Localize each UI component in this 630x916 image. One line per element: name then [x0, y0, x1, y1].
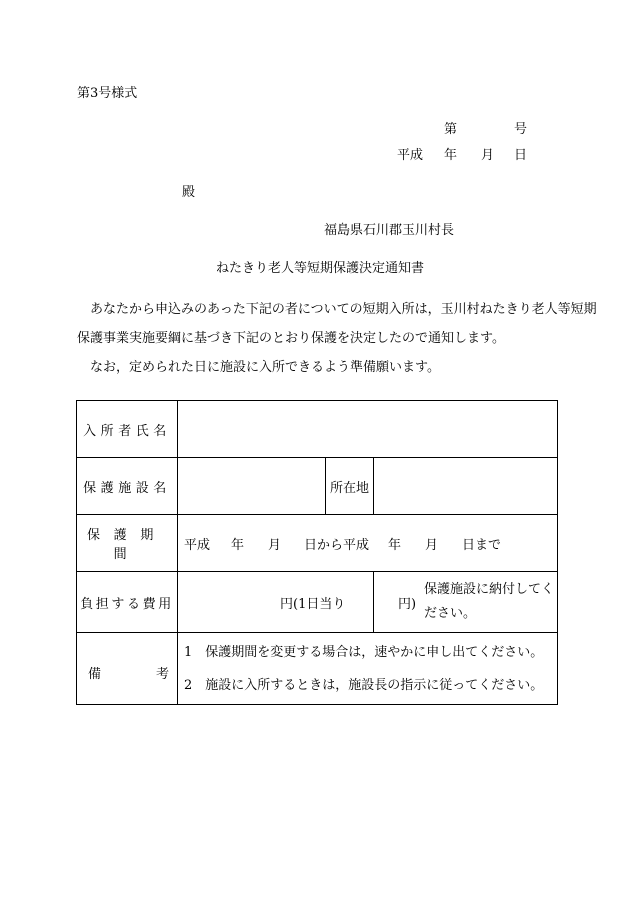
- remark-item-2: 2 施設に入所するときは，施設長の指示に従ってください。: [184, 677, 544, 693]
- period-year1: 年: [231, 537, 245, 553]
- form-number: 第3号様式: [77, 86, 138, 101]
- cost-yen-close: 円): [398, 596, 417, 612]
- remarks-label-left: 備: [88, 667, 102, 682]
- location-label: 所在地: [329, 480, 369, 496]
- payment-note-line2: ださい。: [424, 606, 477, 621]
- name-label: 入所者氏名: [83, 423, 171, 439]
- remarks-label-right: 考: [156, 667, 170, 682]
- cost-label-cell: [77, 572, 178, 633]
- date-month: 月: [481, 148, 495, 163]
- row-facility: [77, 458, 558, 515]
- period-month2: 月: [425, 537, 439, 553]
- period-label: 保護期間: [87, 528, 167, 562]
- payment-note-line1: 保護施設に納付してく: [424, 582, 555, 597]
- period-value-cell: [178, 515, 558, 572]
- body-para2: なお，定められた日に施設に入所できるよう準備願います。: [90, 360, 440, 375]
- doc-number-go: 号: [514, 122, 528, 137]
- body-para1-line2: 保護事業実施要綱に基づき下記のとおり保護を決定したので通知します。: [77, 331, 505, 346]
- remarks-label-cell: [77, 633, 178, 705]
- issuer: 福島県石川郡玉川村長: [324, 223, 455, 238]
- row-cost: [77, 572, 558, 633]
- period-year2: 年: [388, 537, 402, 553]
- date-year: 年: [444, 148, 458, 163]
- date-day: 日: [514, 148, 528, 163]
- document-title: ねたきり老人等短期保護決定通知書: [216, 261, 425, 276]
- remark-item-1: 1 保護期間を変更する場合は，速やかに申し出てください。: [184, 644, 544, 660]
- row-period: [77, 515, 558, 572]
- remarks-value-cell: [178, 633, 558, 705]
- facility-label-cell: [77, 458, 178, 515]
- date-era: 平成: [397, 148, 424, 163]
- location-label-cell: [326, 458, 374, 515]
- cost-label: 負担する費用: [80, 596, 174, 612]
- addressee-suffix: 殿: [182, 185, 196, 200]
- name-value-cell: [178, 401, 558, 458]
- cost-yen: 円(1日当り: [280, 596, 346, 612]
- period-day-from: 日から平成: [304, 537, 370, 553]
- period-month1: 月: [268, 537, 282, 553]
- decision-table: [76, 400, 558, 705]
- period-era1: 平成: [184, 537, 211, 553]
- location-value-cell: [374, 458, 558, 515]
- name-label-cell: [77, 401, 178, 458]
- row-name: [77, 401, 558, 458]
- row-remarks: [77, 633, 558, 705]
- cost-value-cell: [178, 572, 417, 633]
- period-label-cell: [77, 515, 178, 572]
- facility-label: 保護施設名: [83, 480, 171, 496]
- facility-value-cell: [178, 458, 326, 515]
- body-para1-line1: あなたから申込みのあった下記の者についての短期入所は，玉川村ねたきり老人等短期: [90, 302, 597, 317]
- doc-number-dai: 第: [444, 122, 458, 137]
- period-day-to: 日まで: [462, 537, 502, 553]
